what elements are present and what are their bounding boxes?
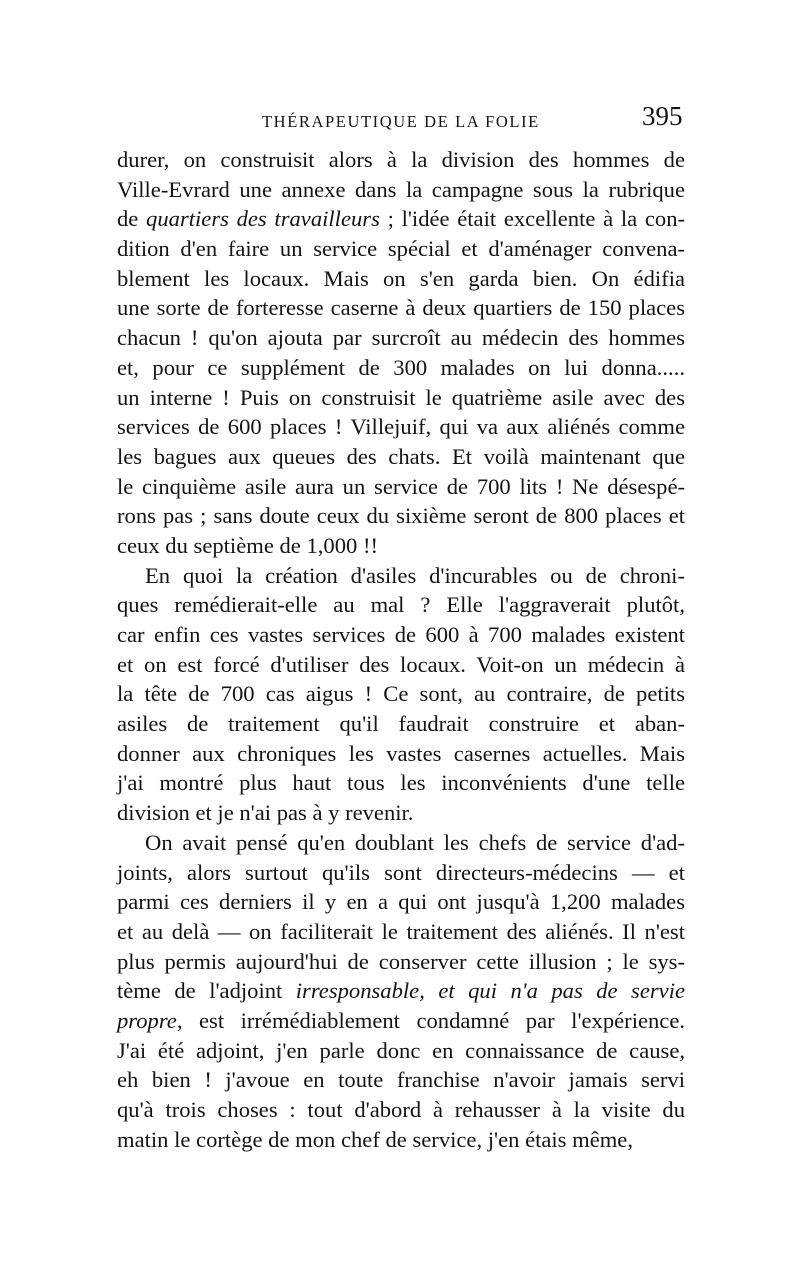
- text-line: [117, 234, 685, 264]
- italic-text: quartiers des travailleurs: [146, 206, 380, 232]
- text-line: [117, 412, 685, 442]
- text-run: blement les locaux. Mais on s'en garda bien. On édifia: [117, 265, 685, 291]
- text-line: [117, 323, 685, 353]
- text-run: le cinquième asile aura un service de 700 lits ! Ne désespé-: [117, 473, 685, 499]
- text-run: matin le cortège de mon chef de service, j'en étais même,: [117, 1126, 633, 1152]
- text-run: est irrémédiablement condamné par l'expérience.: [182, 1007, 685, 1033]
- italic-text: irresponsable, et qui n'a pas de servie: [295, 978, 685, 1004]
- text-line: [117, 887, 685, 917]
- text-line: [117, 501, 685, 531]
- text-line: [117, 472, 685, 502]
- text-run: joints, alors surtout qu'ils sont directeurs-médecins — et: [117, 859, 685, 885]
- text-line: [117, 976, 685, 1006]
- text-line: [117, 620, 685, 650]
- text-run: chacun ! qu'on ajouta par surcroît au médecin des hommes: [117, 325, 685, 351]
- text-line: [117, 353, 685, 383]
- text-line: [117, 1095, 685, 1125]
- text-line: [117, 1006, 685, 1036]
- text-run: services de 600 places ! Villejuif, qui va aux aliénés comme: [117, 414, 685, 440]
- text-run: donner aux chroniques les vastes casernes actuelles. Mais: [117, 740, 685, 766]
- text-line: [117, 293, 685, 323]
- text-run: qu'à trois choses : tout d'abord à rehausser à la visite du: [117, 1097, 685, 1122]
- text-run: ; l'idée était excellente à la con-: [379, 206, 686, 232]
- text-run: tème de l'adjoint: [117, 978, 296, 1004]
- text-run: dition d'en faire un service spécial et d'aménager convena-: [117, 236, 685, 262]
- text-run: eh bien ! j'avoue en toute franchise n'avoir jamais servi: [117, 1067, 685, 1093]
- text-run: et, pour ce supplément de 300 malades on lui donna.....: [117, 354, 685, 380]
- text-line: [117, 264, 685, 294]
- text-run: les bagues aux queues des chats. Et voilà maintenant que: [117, 443, 685, 469]
- text-run: division et je n'ai pas à y revenir.: [117, 800, 414, 826]
- text-run: la tête de 700 cas aigus ! Ce sont, au contraire, de petits: [117, 681, 685, 707]
- text-line: [117, 204, 685, 234]
- text-run: et on est forcé d'utiliser des locaux. Voit-on un médecin à: [117, 651, 685, 677]
- text-line: [117, 917, 685, 947]
- text-run: un interne ! Puis on construisit le quatrième asile avec des: [117, 384, 685, 410]
- text-line: [117, 561, 685, 591]
- text-line: [117, 947, 685, 977]
- text-run: ques remédierait-elle au mal ? Elle l'aggraverait plutôt,: [117, 592, 685, 618]
- running-title: THÉRAPEUTIQUE DE LA FOLIE: [262, 112, 540, 131]
- text-line: [117, 1065, 685, 1095]
- text-line: [117, 175, 685, 205]
- text-run: En quoi la création d'asiles d'incurables ou de chroni-: [145, 562, 685, 588]
- text-line: [117, 590, 685, 620]
- text-run: de: [117, 206, 147, 232]
- text-run: asiles de traitement qu'il faudrait construire et aban-: [117, 711, 685, 737]
- text-run: J'ai été adjoint, j'en parle donc en connaissance de cause,: [117, 1037, 685, 1063]
- text-run: et au delà — on faciliterait le traitement des aliénés. Il n'est: [117, 918, 685, 944]
- text-run: durer, on construisit alors à la division des hommes de: [117, 147, 685, 172]
- text-line: [117, 383, 685, 413]
- text-run: On avait pensé qu'en doublant les chefs de service d'ad-: [145, 829, 685, 855]
- italic-text: propre,: [117, 1007, 183, 1033]
- text-line: [117, 768, 685, 798]
- text-run: une sorte de forteresse caserne à deux quartiers de 150 places: [117, 295, 685, 321]
- text-line: [117, 828, 685, 858]
- text-line: [117, 1036, 685, 1066]
- text-run: ceux du septième de 1,000 !!: [117, 532, 378, 558]
- text-line: [117, 679, 685, 709]
- text-line: [117, 650, 685, 680]
- text-run: plus permis aujourd'hui de conserver cette illusion ; le sys-: [117, 948, 685, 974]
- text-line: [117, 858, 685, 888]
- text-run: parmi ces derniers il y en a qui ont jusqu'à 1,200 malades: [117, 889, 685, 915]
- text-line: [117, 531, 685, 561]
- text-run: rons pas ; sans doute ceux du sixième seront de 800 places et: [117, 503, 685, 529]
- text-line: [117, 798, 685, 828]
- text-line: [117, 1125, 685, 1155]
- text-line: [117, 442, 685, 472]
- body-text: [117, 145, 685, 1154]
- text-line: [117, 739, 685, 769]
- text-run: car enfin ces vastes services de 600 à 700 malades existent: [117, 622, 685, 647]
- text-line: [117, 145, 685, 175]
- page-number: 395: [642, 101, 683, 131]
- text-run: j'ai montré plus haut tous les inconvénients d'une telle: [117, 770, 685, 796]
- text-run: Ville-Evrard une annexe dans la campagne sous la rubrique: [117, 176, 685, 202]
- text-line: [117, 709, 685, 739]
